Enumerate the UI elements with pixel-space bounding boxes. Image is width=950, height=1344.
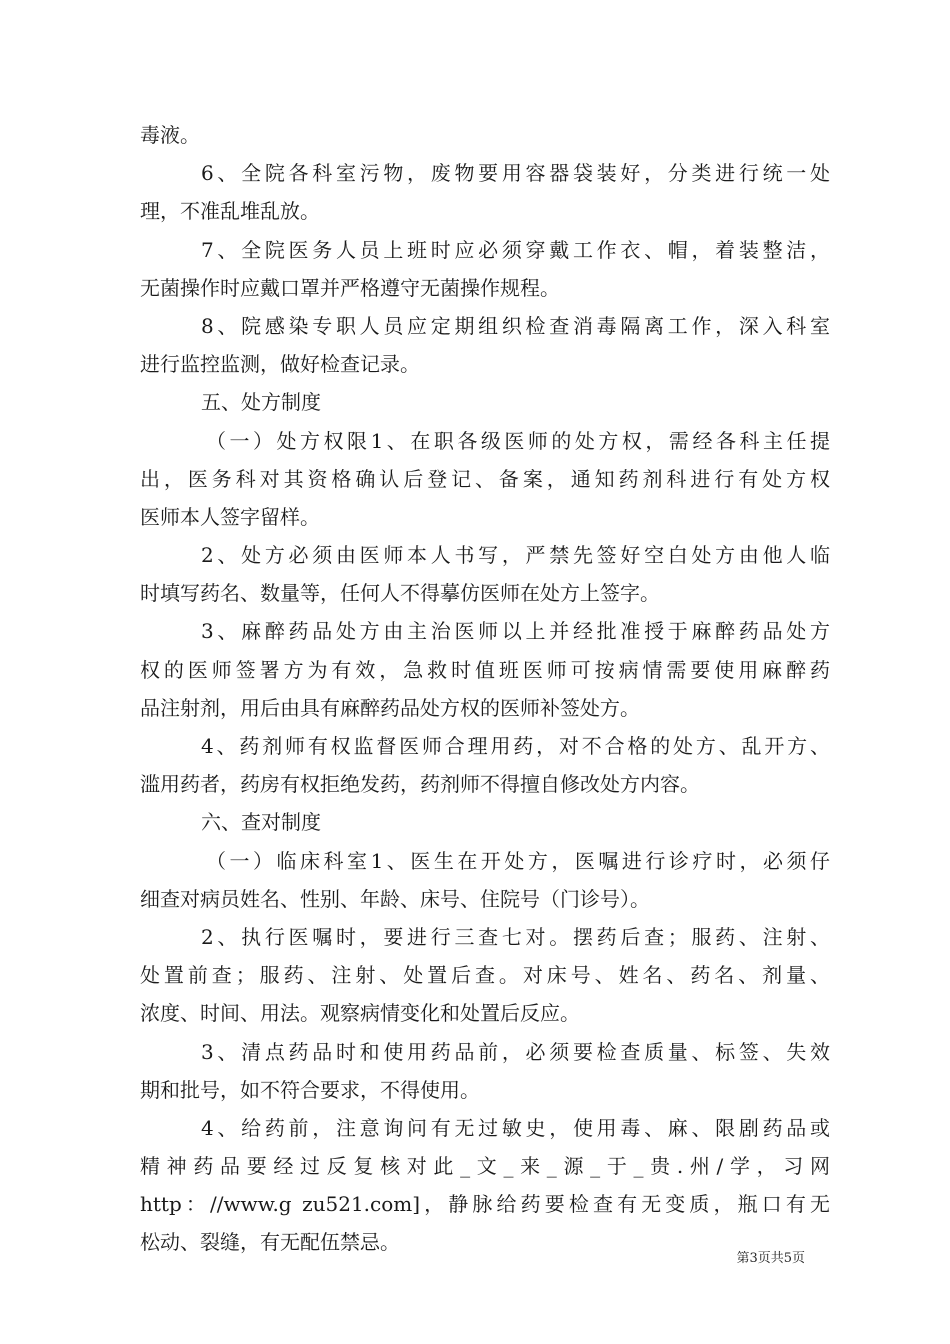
text-line: 3、清点药品时和使用药品前，必须要检查质量、标签、失效 [201,1039,830,1064]
text-line: 无菌操作时应戴口罩并严格遵守无菌操作规程。 [140,275,560,300]
text-line: 精神药品要经过反复核对此_文_来_源_于_贵.州/学，习网 [140,1154,830,1179]
text-line: 期和批号，如不符合要求，不得使用。 [140,1077,480,1102]
document-body [140,116,830,1262]
text-line: 2、处方必须由医师本人书写，严禁先签好空白处方由他人临 [201,543,830,568]
text-line: 2、执行医嘱时，要进行三查七对。摆药后查；服药、注射、 [201,924,830,949]
text-line: 六、查对制度 [201,810,321,835]
text-line: 毒液。 [140,123,200,147]
text-line: 3、麻醉药品处方由主治医师以上并经批准授于麻醉药品处方 [201,619,830,644]
text-line: 4、药剂师有权监督医师合理用药，对不合格的处方、乱开方、 [201,734,830,758]
text-line: 细查对病员姓名、性别、年龄、床号、住院号（门诊号）。 [140,886,650,911]
text-line: （一）处方权限1、在职各级医师的处方权，需经各科主任提 [206,428,830,453]
text-line: 处置前查；服药、注射、处置后查。对床号、姓名、药名、剂量、 [140,963,830,988]
text-line: 4、给药前，注意询问有无过敏史，使用毒、麻、限剧药品或 [201,1115,830,1140]
text-line: 出，医务科对其资格确认后登记、备案，通知药剂科进行有处方权 [140,466,830,491]
text-line: 理，不准乱堆乱放。 [140,199,320,224]
page-number: 第3页共5页 [736,1251,805,1266]
text-line: 时填写药名、数量等，任何人不得摹仿医师在处方上签字。 [140,581,660,606]
text-line: 8、院感染专职人员应定期组织检查消毒隔离工作，深入科室 [201,313,830,338]
text-line: 五、处方制度 [201,390,321,415]
text-line: （一）临床科室1、医生在开处方，医嘱进行诊疗时，必须仔 [206,848,830,873]
text-line: 7、全院医务人员上班时应必须穿戴工作衣、帽，着装整洁， [201,237,830,262]
text-line: 进行监控监测，做好检查记录。 [140,352,420,377]
text-line: 浓度、时间、用法。观察病情变化和处置后反应。 [140,1001,580,1026]
text-line: 6、全院各科室污物，废物要用容器袋装好，分类进行统一处 [201,161,830,186]
text-line: 滥用药者，药房有权拒绝发药，药剂师不得擅自修改处方内容。 [140,772,700,797]
text-line: 品注射剂，用后由具有麻醉药品处方权的医师补签处方。 [140,695,640,720]
text-line: 权的医师签署方为有效，急救时值班医师可按病情需要使用麻醉药 [140,657,830,682]
text-line: http：//www.g zu521.com]，静脉给药要检查有无变质，瓶口有无 [140,1192,830,1217]
text-line: 医师本人签字留样。 [140,504,320,529]
text-line: 松动、裂缝，有无配伍禁忌。 [140,1230,400,1255]
